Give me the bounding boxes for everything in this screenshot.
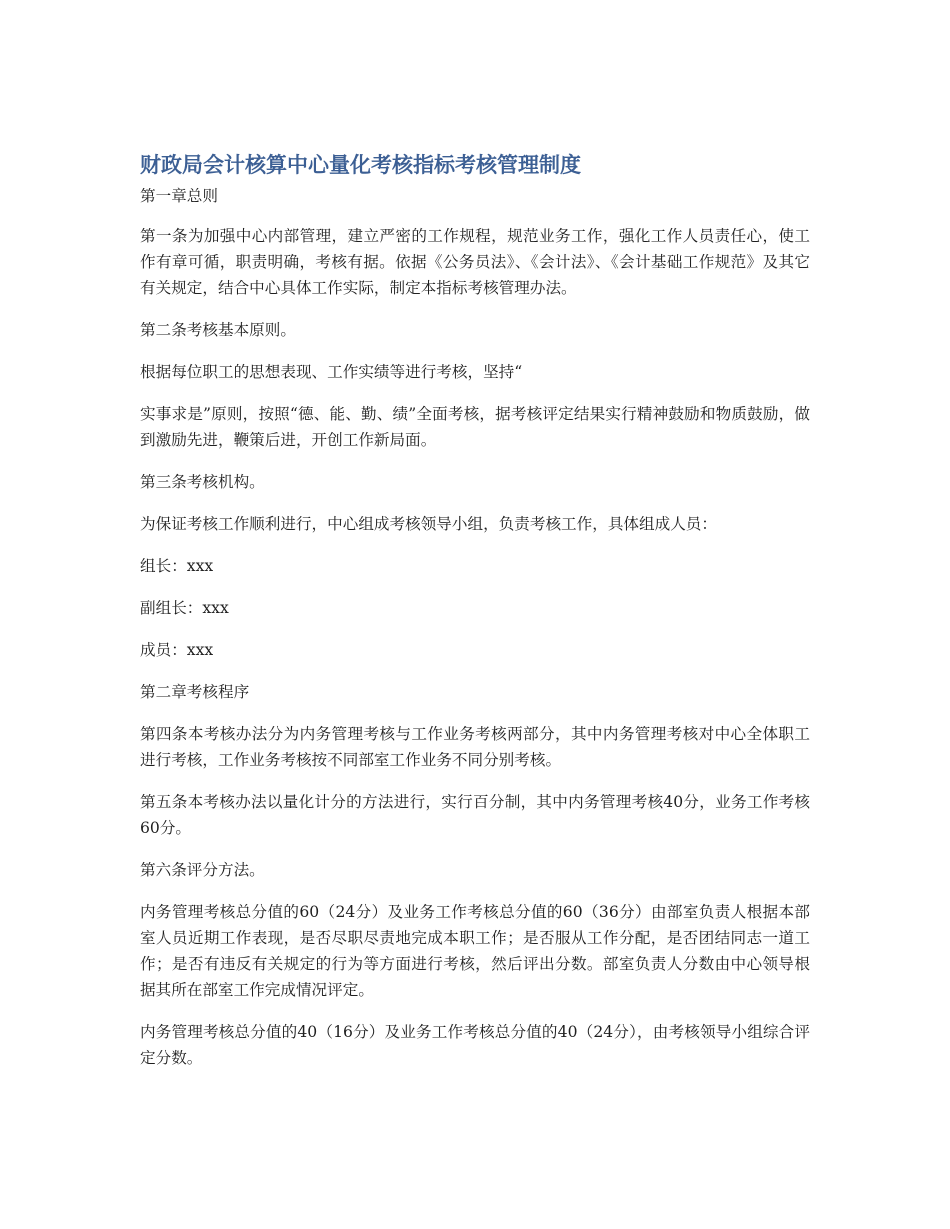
article-6-scoring-department: 内务管理考核总分值的60（24分）及业务工作考核总分值的60（36分）由部室负责人根据本部室人员近期工作表现，是否尽职尽责地完成本职工作；是否服从工作分配，是否团结同志一道工作；是否有违反有关规定的行为等方面进行考核，然后评出分数。部室负责人分数由中心领导根据其所在部室工作完成情况评定。 bbox=[140, 903, 810, 999]
article-5-paragraph: 第五条本考核办法以量化计分的方法进行，实行百分制，其中内务管理考核40分，业务工作考核60分。 bbox=[140, 793, 810, 837]
article-6-scoring-group: 内务管理考核总分值的40（16分）及业务工作考核总分值的40（24分），由考核领导小组综合评定分数。 bbox=[140, 1023, 810, 1067]
article-2-heading: 第二条考核基本原则。 bbox=[140, 321, 296, 339]
article-6-heading: 第六条评分方法。 bbox=[140, 861, 265, 879]
article-1-paragraph: 第一条为加强中心内部管理，建立严密的工作规程，规范业务工作，强化工作人员责任心，使工作有章可循，职责明确，考核有据。依据《公务员法》、《会计法》、《会计基础工作规范》及其它有关规定，结合中心具体工作实际，制定本指标考核管理办法。 bbox=[140, 227, 810, 297]
members-line: 成员：xxx bbox=[140, 641, 214, 659]
article-2-principle-intro: 根据每位职工的思想表现、工作实绩等进行考核，坚持“ bbox=[140, 363, 523, 381]
chapter-heading-procedure: 第二章考核程序 bbox=[140, 683, 250, 701]
article-2-principle-body: 实事求是”原则，按照“德、能、勤、绩”全面考核，据考核评定结果实行精神鼓励和物质鼓励，做到激励先进，鞭策后进，开创工作新局面。 bbox=[140, 405, 810, 449]
document-title: 财政局会计核算中心量化考核指标考核管理制度 bbox=[140, 153, 581, 177]
article-3-body: 为保证考核工作顺利进行，中心组成考核领导小组，负责考核工作，具体组成人员： bbox=[140, 515, 717, 533]
article-3-heading: 第三条考核机构。 bbox=[140, 473, 265, 491]
article-4-paragraph: 第四条本考核办法分为内务管理考核与工作业务考核两部分，其中内务管理考核对中心全体职工进行考核，工作业务考核按不同部室工作业务不同分别考核。 bbox=[140, 725, 810, 769]
chapter-heading-general: 第一章总则 bbox=[140, 187, 218, 205]
group-leader-line: 组长：xxx bbox=[140, 557, 214, 575]
deputy-leader-line: 副组长：xxx bbox=[140, 599, 229, 617]
document-body bbox=[140, 150, 810, 1087]
